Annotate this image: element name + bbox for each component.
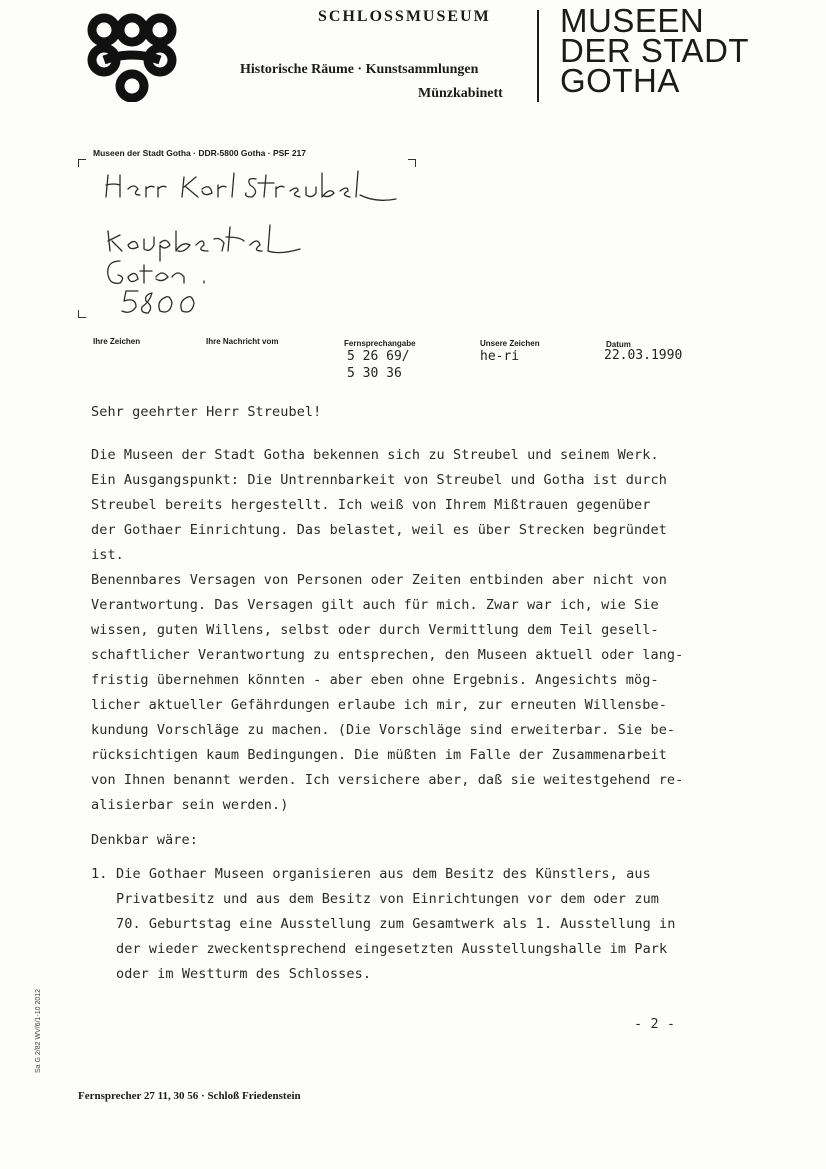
address-window-corner <box>78 159 86 167</box>
museum-name-block <box>560 2 750 99</box>
list-item-line: 70. Geburtstag eine Ausstellung zum Gesamtwerk als 1. Ausstellung in <box>116 916 676 932</box>
museum-kicker: SCHLOSSMUSEUM <box>318 8 491 25</box>
list-item-number: 1. <box>91 866 108 882</box>
body-line: alisierbar sein werden.) <box>91 797 289 813</box>
list-item-line: oder im Westturm des Schlosses. <box>116 966 372 982</box>
your-ref-label: Ihre Zeichen <box>93 337 141 346</box>
list-item-line: der wieder zweckentsprechend eingesetzten Ausstellungshalle im Park <box>116 941 668 957</box>
museum-name-line: MUSEEN <box>560 2 705 39</box>
museum-coin-cabinet: Münzkabinett <box>418 86 503 101</box>
museum-name-line: GOTHA <box>560 62 680 99</box>
body-line: der Gothaer Einrichtung. Das belastet, weil es über Strecken begründet <box>91 522 667 538</box>
body-line: licher aktueller Gefährdungen erlaube ich mir, zur erneuten Willensbe- <box>91 697 667 713</box>
sender-line: Museen der Stadt Gotha · DDR-5800 Gotha · PSF 217 <box>93 148 307 158</box>
body-line: schaftlicher Verantwortung zu entsprechen, den Museen aktuell oder lang- <box>91 647 684 663</box>
phone-label: Fernsprechangabe <box>344 339 416 348</box>
museum-name-line: DER STADT <box>560 32 750 69</box>
date-label: Datum <box>606 340 631 349</box>
denkbar-line: Denkbar wäre: <box>91 832 198 848</box>
your-message-label: Ihre Nachricht vom <box>206 337 279 346</box>
body-line: Ein Ausgangspunkt: Die Untrennbarkeit von Streubel und Gotha ist durch <box>91 472 667 488</box>
phone-line: 5 26 69/ <box>347 349 410 364</box>
side-code-text: Sa G 2/82 WV/6/1-10 2012 <box>35 988 42 1073</box>
body-line: fristig übernehmen könnten - aber eben ohne Ergebnis. Angesichts mög- <box>91 672 659 688</box>
address-window-corner <box>78 310 86 318</box>
handwritten-recipient-address <box>100 165 420 320</box>
body-line: von Ihnen benannt werden. Ich versichere aber, daß sie weitestgehend re- <box>91 772 684 788</box>
our-ref-label: Unsere Zeichen <box>480 339 540 348</box>
page-marker: - 2 - <box>634 1016 676 1032</box>
footer-contact: Fernsprecher 27 11, 30 56 · Schloß Friedenstein <box>78 1090 301 1102</box>
phone-line: 5 30 36 <box>347 366 402 381</box>
body-line: wissen, guten Willens, selbst oder durch Vermittlung dem Teil gesell- <box>91 622 659 638</box>
museum-departments: Historische Räume · Kunstsammlungen <box>240 62 479 77</box>
list-item-line: Die Gothaer Museen organisieren aus dem Besitz des Künstlers, aus <box>116 866 651 882</box>
list-item-line: Privatbesitz und aus dem Besitz von Einrichtungen vor dem oder zum <box>116 891 660 907</box>
museum-logo-icon <box>82 10 182 102</box>
body-line: ist. <box>91 547 124 563</box>
header-divider <box>537 10 539 102</box>
body-line: Benennbares Versagen von Personen oder Zeiten entbinden aber nicht von <box>91 572 667 588</box>
letter-date: 22.03.1990 <box>604 348 683 363</box>
body-line: Streubel bereits hergestellt. Ich weiß von Ihrem Mißtrauen gegenüber <box>91 497 651 513</box>
body-line: kundung Vorschläge zu machen. (Die Vorschläge sind erweiterbar. Sie be- <box>91 722 676 738</box>
our-ref: he-ri <box>480 349 520 364</box>
side-print-code <box>26 985 46 1075</box>
body-line: rücksichtigen kaum Bedingungen. Die müßten im Falle der Zusammenarbeit <box>91 747 667 763</box>
salutation: Sehr geehrter Herr Streubel! <box>91 404 322 420</box>
body-line: Verantwortung. Das Versagen gilt auch für mich. Zwar war ich, wie Sie <box>91 597 659 613</box>
body-line: Die Museen der Stadt Gotha bekennen sich zu Streubel und seinem Werk. <box>91 447 659 463</box>
